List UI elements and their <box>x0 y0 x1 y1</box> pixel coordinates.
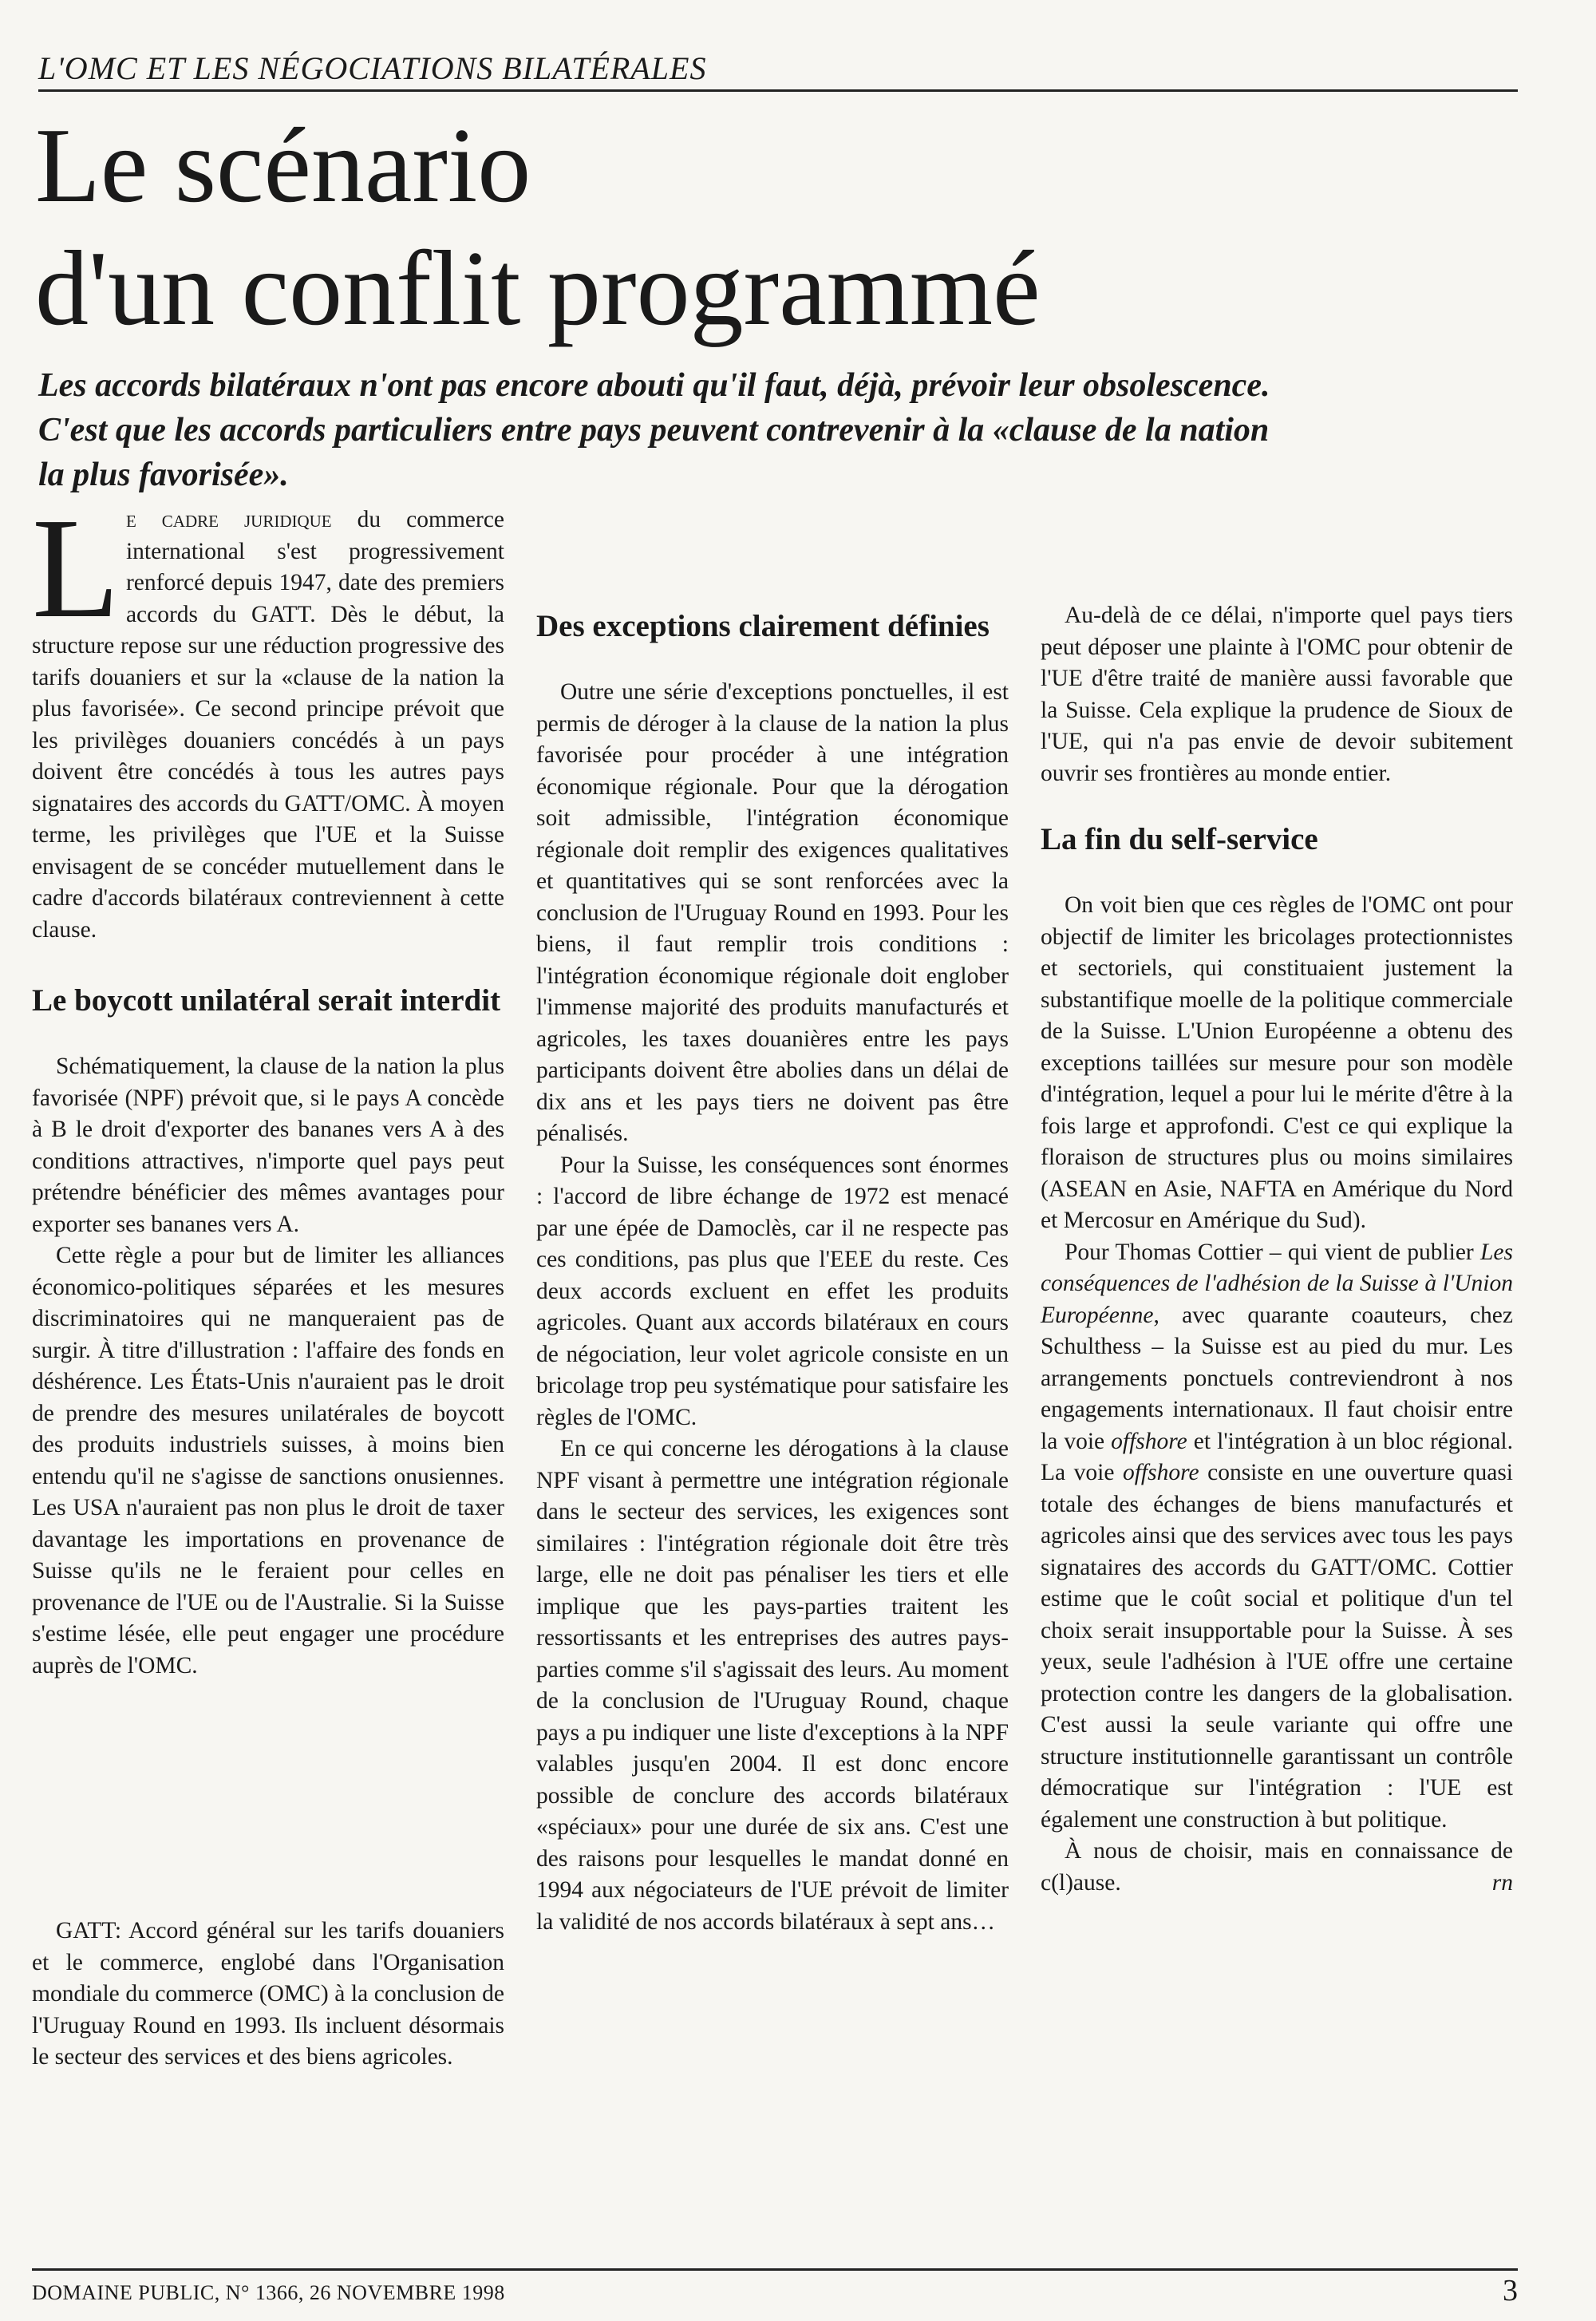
paragraph-npf: Schématiquement, la clause de la nation la plus favorisée (NPF) prévoit que, si le pays A concède à B le droit d'exporter des bananes vers A à des conditions attractives, n'importe quel pays peut prétendre bénéficier des mêmes avantages pour exporter ses bananes vers A. <box>32 1054 504 1237</box>
headline <box>35 104 1041 350</box>
paragraph-rule-purpose: Cette règle a pour but de limiter les alliances économico-politiques séparées et les mesures discriminatoires qui ne manqueraient pas de surgir. À titre d'illustration : l'affaire des fonds en déshérence. Les États-Unis n'auraient pas le droit de prendre des mesures unilatérales de boycott des produits industriels suisses, à moins bien entendu qu'il ne s'agisse de sanctions onusiennes. Les USA n'auraient pas non plus le droit de taxer davantage les importations en provenance de Suisse qu'ils ne le feraient pour celles en provenance de l'UE ou de l'Australie. Si la Suisse s'estime lésée, elle peut engager une procédure auprès de l'OMC. <box>32 1243 504 1678</box>
top-rule <box>38 89 1518 92</box>
paragraph-switzerland: Pour la Suisse, les conséquences sont énormes : l'accord de libre échange de 1972 est menacé par une épée de Damoclès, car il ne respecte pas ces conditions, pas plus que l'EEE du reste. Ces deux accords excluent en effet les produits agricoles. Quant aux accords bilatéraux en cours de négociation, leur volet agricole consiste en un bricolage trop peu systématique pour satisfaire les règles de l'OMC. <box>536 1152 1009 1430</box>
paragraph-conclusion <box>1041 1836 1513 1899</box>
offshore-term-1: offshore <box>1111 1428 1187 1454</box>
cottier-text-c: et l'intégration à un bloc régional. La voie <box>1041 1428 1513 1485</box>
gatt-note: GATT: Accord général sur les tarifs douaniers et le commerce, englobé dans l'Organisation mondiale du commerce (OMC) à la conclusion de l'Uruguay Round en 1993. Ils incluent désormais le secteur des services et des biens agricoles. <box>32 1918 504 2070</box>
headline-line-2: d'un conflit programmé <box>35 229 1041 347</box>
column-1 <box>32 488 505 1682</box>
gatt-note-box <box>32 1916 504 2074</box>
paragraph-intro-text: du commerce international s'est progressivement renforcé depuis 1947, date des premiers accords du GATT. Dès le début, la structure repose sur une réduction progressive des tarifs douaniers et sur la «clause de la nation la plus favorisée». Ce second principe prévoit que les privilèges douaniers concédés à un pays doivent être concédés à tous les autres pays signataires des accords du GATT/OMC. À moyen terme, les privilèges que l'UE et la Suisse envisagent de se concéder mutuellement dans le cadre d'accords bilatéraux contreviennent à cette clause. <box>32 507 505 943</box>
book-title: Les conséquences de l'adhésion de la Suisse à l'Union Européenne <box>1041 1239 1513 1328</box>
paragraph-cottier <box>1041 1237 1513 1837</box>
author-signature: rn <box>1491 1869 1513 1896</box>
page-number: 3 <box>1503 2274 1518 2307</box>
headline-line-1: Le scénario <box>35 106 531 224</box>
cottier-text-d: consiste en une ouverture quasi totale des échanges de biens manufacturés et agricoles ainsi que des services avec tous les pays signataires des accords du GATT/OMC. Cottier estime que le coût social et politique d'un tel choix serait insupportable pour la Suisse. À ses yeux, seule l'adhésion à l'UE offre une certaine protection contre les dangers de la globalisation. C'est aussi la seule variante qui offre une structure institutionnelle garantissant un contrôle démocratique sur l'intégration : l'UE est également une construction à but politique. <box>1041 1460 1514 1833</box>
conclusion-text: À nous de choisir, mais en connaissance de c(l)ause. <box>1041 1838 1513 1896</box>
footer-publication: DOMAINE PUBLIC, N° 1366, 26 NOVEMBRE 1998 <box>32 2281 505 2304</box>
bottom-rule <box>32 2268 1518 2271</box>
paragraph-deadline: Au-delà de ce délai, n'importe quel pays tiers peut déposer une plainte à l'OMC pour obtenir de l'UE d'être traité de manière aussi favorable que la Suisse. Cela explique la prudence de Sioux de l'UE, qui n'a pas envie de devoir subitement ouvrir ses frontières au monde entier. <box>1041 603 1513 786</box>
drop-cap: L <box>32 488 120 647</box>
column-3 <box>1041 504 1513 1899</box>
column-2 <box>536 504 1009 1938</box>
subheading-exceptions: Des exceptions clairement définies <box>536 609 990 643</box>
paragraph-wto-rules: On voit bien que ces règles de l'OMC ont pour objectif de limiter les bricolages protectionnistes et sectoriels, qui constituaient justement la substantifique moelle de la politique commerciale de la Suisse. L'Union Européenne a obtenu des exceptions taillées sur mesure pour son modèle d'intégration, lequel a pour lui le mérite d'être à la fois large et approfondi. C'est ce qui explique la floraison de structures plus ou moins similaires (ASEAN en Asie, NAFTA en Amérique du Nord et Mercosur en Amérique du Sud). <box>1041 892 1513 1233</box>
offshore-term-2: offshore <box>1122 1460 1199 1485</box>
subheading-boycott: Le boycott unilatéral serait interdit <box>32 983 501 1018</box>
paragraph-services: En ce qui concerne les dérogations à la clause NPF visant à permettre une intégration régionale dans le secteur des services, les exigences sont similaires : l'intégration régionale doit être très large, elle ne doit pas pénaliser les tiers et elle implique que les pays-parties traitent les ressortissants et les entreprises des autres pays-parties comme s'il s'agissait des leurs. Au moment de la conclusion de l'Uruguay Round, chaque pays a pu indiquer une liste d'exceptions à la NPF valables jusqu'en 2004. Il est donc encore possible de conclure des accords bilatéraux «spéciaux» pour une durée de six ans. C'est une des raisons pour lesquelles le mandat donné en 1994 aux négociateurs de l'UE prévoit de limiter la validité de nos accords bilatéraux à sept ans… <box>536 1436 1009 1935</box>
paragraph-intro <box>32 488 505 946</box>
kicker: L'OMC ET LES NÉGOCIATIONS BILATÉRALES <box>38 50 707 86</box>
lede: Les accords bilatéraux n'ont pas encore abouti qu'il faut, déjà, prévoir leur obsolescence. C'est que les accords particuliers entre pays peuvent contrevenir à la «clause de la nation la plus favorisée». <box>38 367 1270 493</box>
lead-in-smallcaps: e cadre juridique <box>125 507 332 532</box>
subheading-self-service: La fin du self-service <box>1041 822 1318 856</box>
cottier-text-a: Pour Thomas Cottier – qui vient de publier <box>1065 1239 1481 1265</box>
paragraph-exceptions: Outre une série d'exceptions ponctuelles, il est permis de déroger à la clause de la nation la plus favorisée pour procéder à une intégration économique régionale. Pour que la dérogation soit admissible, l'intégration économique régionale doit remplir des exigences qualitatives et quantitatives qui se sont renforcées avec la conclusion de l'Uruguay Round en 1993. Pour les biens, il faut remplir trois conditions : l'intégration économique régionale doit englober l'immense majorité des produits manufacturés et agricoles, les taxes douanières entre les pays participants doivent être abolies dans un délai de dix ans et les pays tiers ne doivent pas être pénalisés. <box>536 679 1009 1146</box>
cottier-text-b: , avec quarante coauteurs, chez Schulthess – la Suisse est au pied du mur. Les arrangements ponctuels contreviendront à nos engagements internationaux. Il faut choisir entre la voie <box>1041 1302 1513 1454</box>
